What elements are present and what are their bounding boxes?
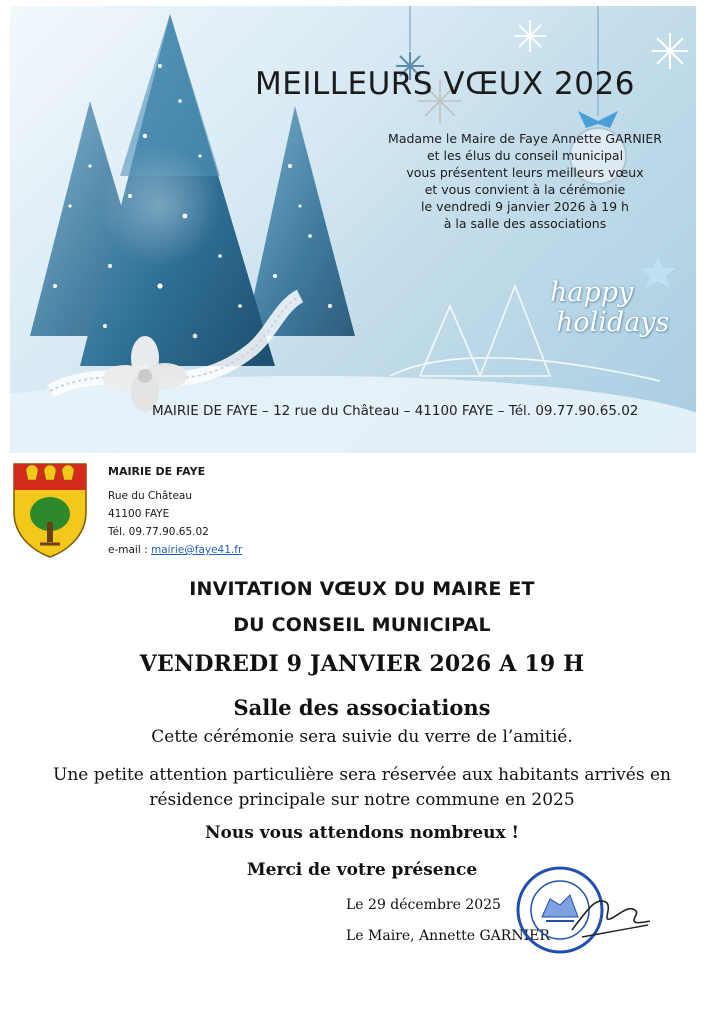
signature-name: Le Maire, Annette GARNIER bbox=[346, 928, 550, 944]
letterhead-address bbox=[108, 487, 242, 559]
card-message bbox=[340, 130, 696, 232]
email-link[interactable]: mairie@faye41.fr bbox=[150, 544, 243, 556]
happy-text: happy bbox=[550, 277, 634, 308]
event-venue: Salle des associations bbox=[233, 695, 491, 720]
closing-merci: Merci de votre présence bbox=[246, 860, 478, 880]
signature-date: Le 29 décembre 2025 bbox=[346, 897, 501, 913]
greeting-card bbox=[10, 6, 696, 453]
letterhead-street: Rue du Château bbox=[108, 490, 193, 502]
letterhead-phone: Tél. 09.77.90.65.02 bbox=[108, 526, 209, 538]
card-title: MEILLEURS VŒUX 2026 bbox=[255, 66, 635, 102]
mayor-stamp-icon bbox=[512, 855, 652, 965]
card-message-line: à la salle des associations bbox=[443, 216, 607, 231]
card-message-line: vous présentent leurs meilleurs vœux bbox=[406, 165, 644, 180]
card-message-line: Madame le Maire de Faye Annette GARNIER bbox=[388, 131, 662, 146]
attention-text bbox=[0, 763, 724, 813]
attention-line: résidence principale sur notre commune en 2025 bbox=[149, 790, 575, 810]
invitation-title-line1: INVITATION VŒUX DU MAIRE ET bbox=[189, 578, 535, 600]
letterhead-name: MAIRIE DE FAYE bbox=[108, 465, 206, 478]
coat-of-arms-icon bbox=[12, 462, 88, 558]
letterhead-city: 41100 FAYE bbox=[108, 508, 170, 520]
happy-holidays-text bbox=[550, 278, 680, 338]
invitation-title-line2: DU CONSEIL MUNICIPAL bbox=[233, 614, 491, 636]
card-message-line: et vous convient à la cérémonie bbox=[424, 182, 626, 197]
event-date: VENDREDI 9 JANVIER 2026 A 19 H bbox=[139, 651, 585, 677]
letterhead-email-line bbox=[108, 541, 242, 559]
closing-attendons: Nous vous attendons nombreux ! bbox=[205, 823, 519, 843]
email-label: e-mail : bbox=[108, 544, 151, 556]
card-message-line: le vendredi 9 janvier 2026 à 19 h bbox=[421, 199, 629, 214]
followup-text: Cette cérémonie sera suivie du verre de l’amitié. bbox=[151, 727, 573, 747]
card-footer-address: MAIRIE DE FAYE – 12 rue du Château – 41100 FAYE – Tél. 09.77.90.65.02 bbox=[152, 403, 639, 419]
attention-line: Une petite attention particulière sera réservée aux habitants arrivés en bbox=[53, 765, 671, 785]
card-message-line: et les élus du conseil municipal bbox=[426, 148, 624, 163]
holidays-text: holidays bbox=[556, 307, 670, 338]
